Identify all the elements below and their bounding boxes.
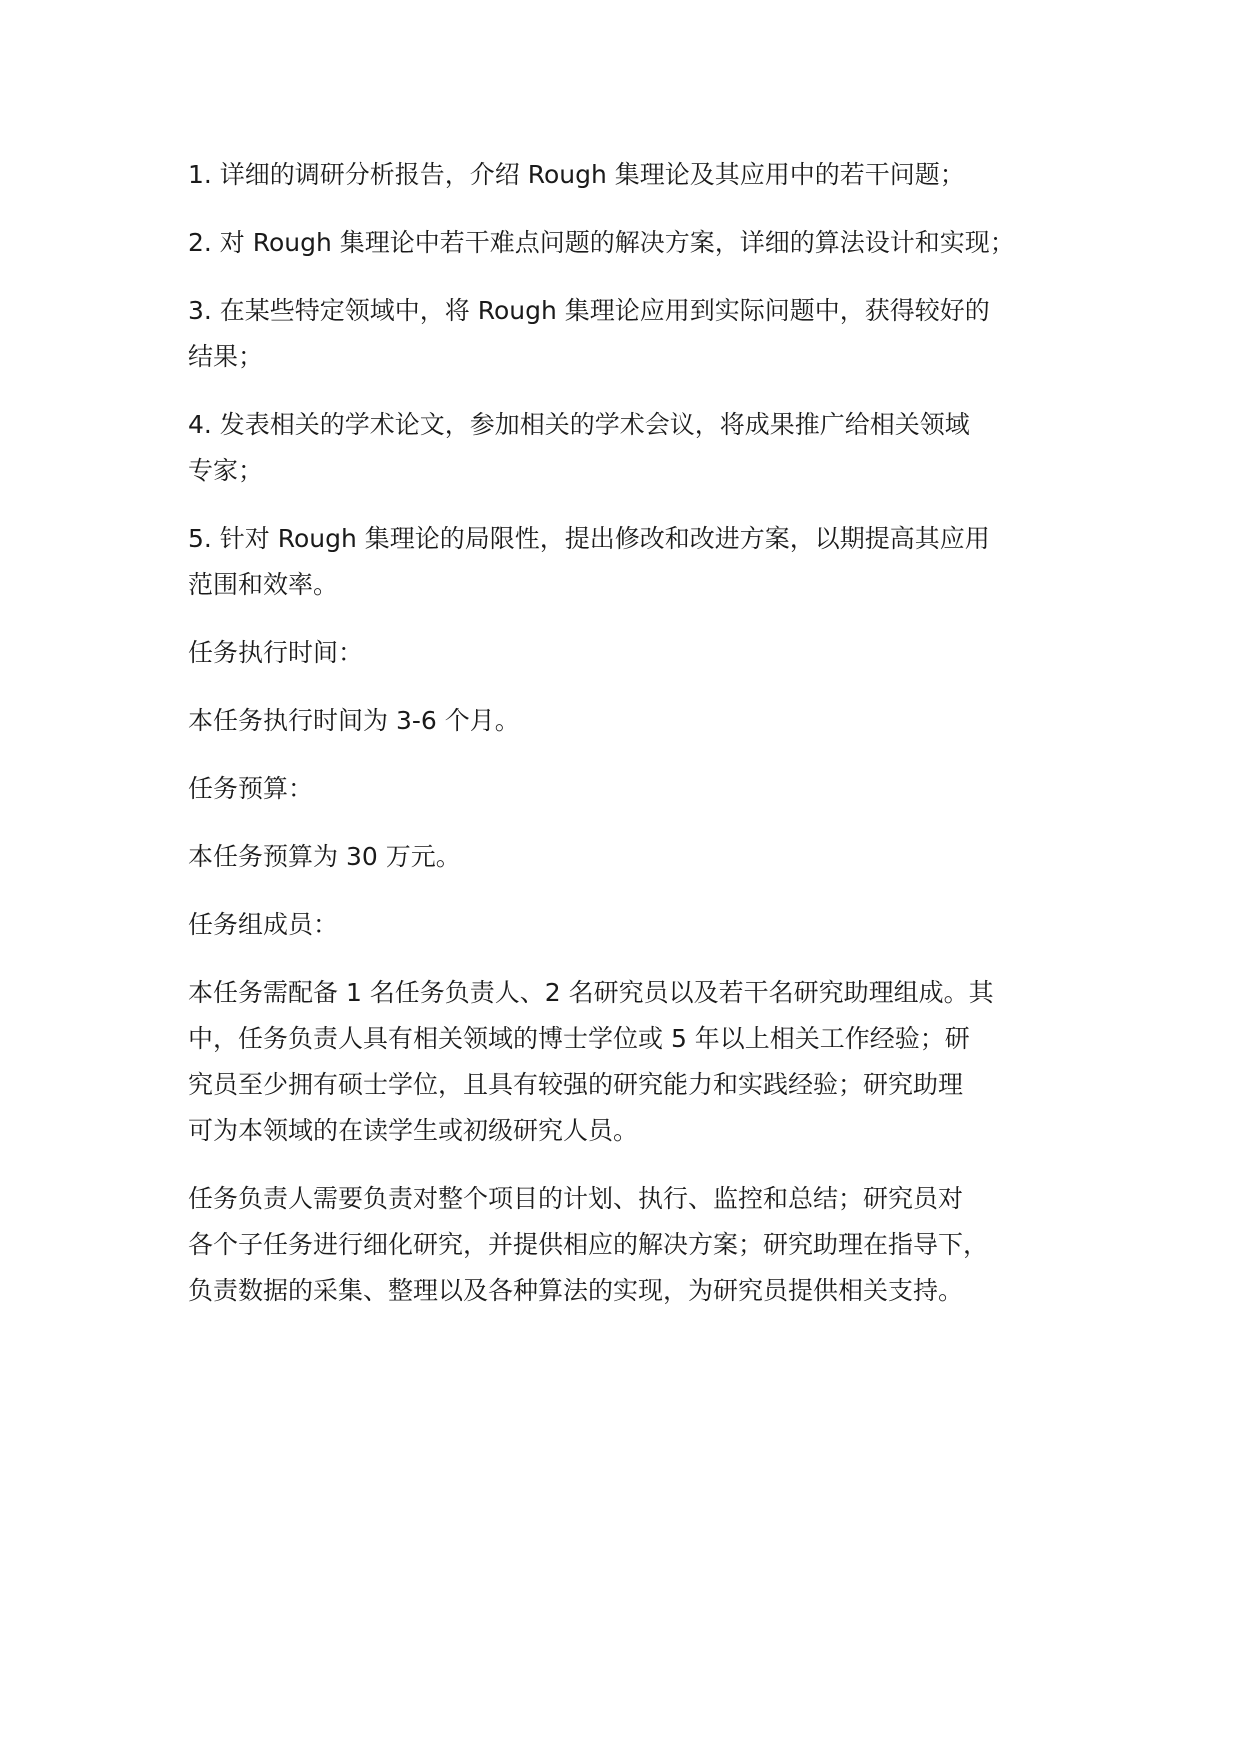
budget-heading [188,766,1088,812]
members-paragraph-2 [188,1176,1088,1314]
members-heading-text: 任务组成员： [188,910,339,939]
list-item-4-line-2: 专家； [188,456,264,485]
members-paragraph-1 [188,970,1088,1154]
time-paragraph-text: 本任务执行时间为 3-6 个月。 [188,706,520,735]
list-item-2-line-1: 2. 对 Rough 集理论中若干难点问题的解决方案，详细的算法设计和实现； [188,228,1015,257]
time-heading [188,630,1088,676]
list-item-5 [188,516,1088,608]
time-heading-text: 任务执行时间： [188,638,364,667]
list-item-3-line-1: 3. 在某些特定领域中，将 Rough 集理论应用到实际问题中，获得较好的 [188,296,990,325]
members-paragraph-1-line-2: 中，任务负责人具有相关领域的博士学位或 5 年以上相关工作经验；研 [188,1024,970,1053]
list-item-4-line-1: 4. 发表相关的学术论文，参加相关的学术会议，将成果推广给相关领域 [188,410,970,439]
list-item-1-line-1: 1. 详细的调研分析报告，介绍 Rough 集理论及其应用中的若干问题； [188,160,965,189]
members-paragraph-1-line-3: 究员至少拥有硕士学位，且具有较强的研究能力和实践经验；研究助理 [188,1070,964,1099]
list-item-3-line-2: 结果； [188,342,264,371]
members-paragraph-2-line-2: 各个子任务进行细化研究，并提供相应的解决方案；研究助理在指导下， [188,1230,989,1259]
list-item-2 [188,220,1088,266]
document-body [188,152,1088,1336]
list-item-4 [188,402,1088,494]
members-heading [188,902,1088,948]
members-paragraph-2-line-3: 负责数据的采集、整理以及各种算法的实现，为研究员提供相关支持。 [188,1276,964,1305]
list-item-1 [188,152,1088,198]
budget-paragraph [188,834,1088,880]
time-paragraph [188,698,1088,744]
members-paragraph-1-line-1: 本任务需配备 1 名任务负责人、2 名研究员以及若干名研究助理组成。其 [188,978,994,1007]
budget-heading-text: 任务预算： [188,774,314,803]
list-item-3 [188,288,1088,380]
budget-paragraph-text: 本任务预算为 30 万元。 [188,842,461,871]
members-paragraph-1-line-4: 可为本领域的在读学生或初级研究人员。 [188,1116,639,1145]
list-item-5-line-2: 范围和效率。 [188,570,339,599]
list-item-5-line-1: 5. 针对 Rough 集理论的局限性，提出修改和改进方案，以期提高其应用 [188,524,990,553]
members-paragraph-2-line-1: 任务负责人需要负责对整个项目的计划、执行、监控和总结；研究员对 [188,1184,964,1213]
